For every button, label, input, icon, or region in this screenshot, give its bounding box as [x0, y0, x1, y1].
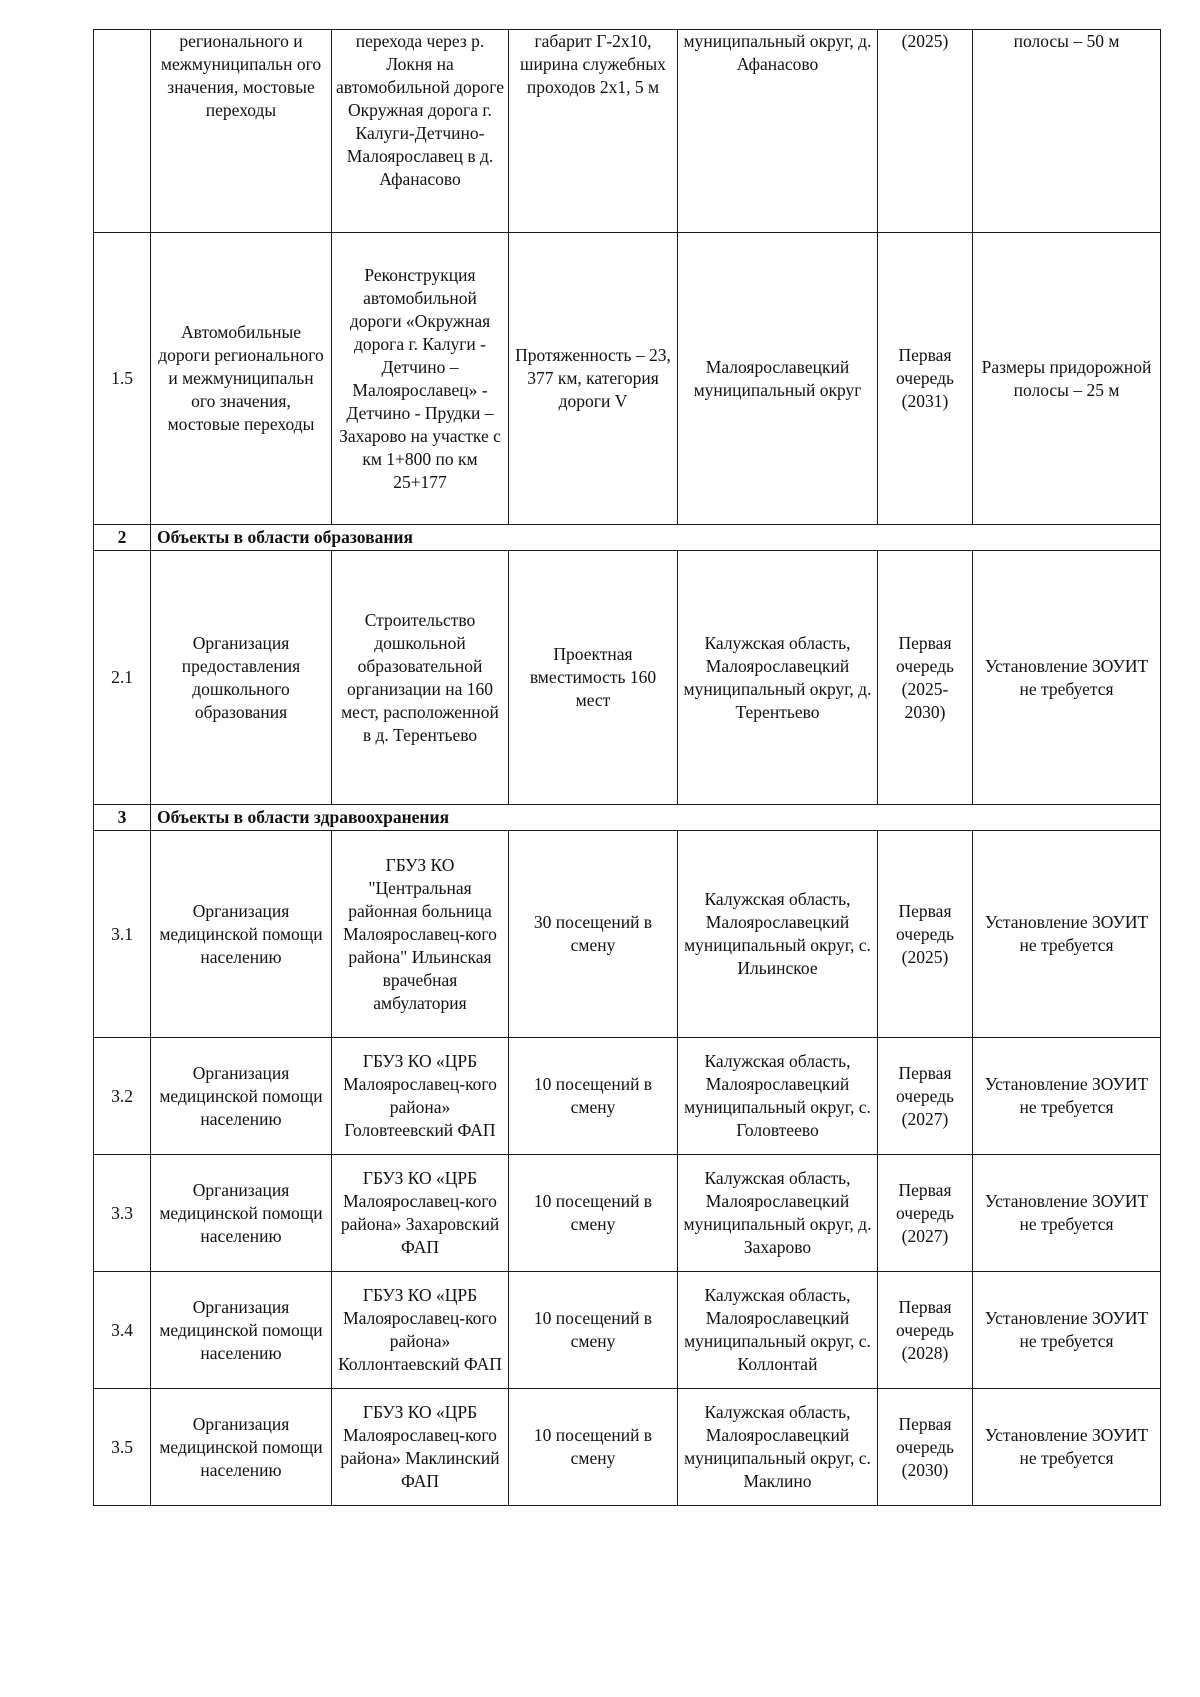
cell-term: Первая очередь (2027)	[878, 1038, 973, 1155]
cell-zone: Размеры придорожной полосы – 25 м	[973, 233, 1161, 525]
cell-num: 3.1	[94, 831, 151, 1038]
table-row-1-5	[94, 233, 1161, 525]
table-row-3-4	[94, 1272, 1161, 1389]
cell-object-name: Реконструкция автомобильной дороги «Окружная дорога г. Калуги - Детчино – Малоярославец» - Детчино - Прудки – Захарово на участке с км 1+800 по км 25+177	[332, 233, 509, 525]
cell-term: Первая очередь (2025-2030)	[878, 551, 973, 805]
cell-zone: Установление ЗОУИТ не требуется	[973, 1038, 1161, 1155]
section-title: Объекты в области образования	[151, 525, 1161, 551]
cell-object-type: Организация медицинской помощи населению	[151, 1272, 332, 1389]
cell-location: Калужская область, Малоярославецкий муниципальный округ, с. Маклино	[678, 1389, 878, 1506]
cell-num: 3.3	[94, 1155, 151, 1272]
section-title: Объекты в области здравоохранения	[151, 805, 1161, 831]
cell-zone: Установление ЗОУИТ не требуется	[973, 551, 1161, 805]
cell-characteristics: Протяженность – 23, 377 км, категория дороги V	[509, 233, 678, 525]
cell-characteristics: Проектная вместимость 160 мест	[509, 551, 678, 805]
table-row-continued	[94, 30, 1161, 233]
cell-characteristics: 10 посещений в смену	[509, 1389, 678, 1506]
cell-term: Первая очередь (2028)	[878, 1272, 973, 1389]
table-row-3-5	[94, 1389, 1161, 1506]
cell-zone: Установление ЗОУИТ не требуется	[973, 1155, 1161, 1272]
cell-num	[94, 30, 151, 233]
cell-object-name: ГБУЗ КО «ЦРБ Малоярославец-кого района» Коллонтаевский ФАП	[332, 1272, 509, 1389]
planning-table	[93, 29, 1161, 1506]
table-row-3-3	[94, 1155, 1161, 1272]
cell-location: муниципальный округ, д. Афанасово	[678, 30, 878, 233]
cell-num: 3.5	[94, 1389, 151, 1506]
section-row-2	[94, 525, 1161, 551]
cell-location: Калужская область, Малоярославецкий муниципальный округ, с. Коллонтай	[678, 1272, 878, 1389]
cell-object-type: Организация медицинской помощи населению	[151, 1155, 332, 1272]
cell-object-type: регионального и межмуниципальн ого значения, мостовые переходы	[151, 30, 332, 233]
cell-object-type: Организация медицинской помощи населению	[151, 1389, 332, 1506]
cell-object-name: ГБУЗ КО "Центральная районная больница Малоярославец-кого района" Ильинская врачебная амбулатория	[332, 831, 509, 1038]
cell-characteristics: 10 посещений в смену	[509, 1038, 678, 1155]
cell-object-type: Организация медицинской помощи населению	[151, 831, 332, 1038]
cell-zone: Установление ЗОУИТ не требуется	[973, 1389, 1161, 1506]
cell-num: 3.4	[94, 1272, 151, 1389]
section-number: 2	[94, 525, 151, 551]
table-row-2-1	[94, 551, 1161, 805]
cell-object-name: Строительство дошкольной образовательной организации на 160 мест, расположенной в д. Терентьево	[332, 551, 509, 805]
table-row-3-1	[94, 831, 1161, 1038]
cell-object-name: ГБУЗ КО «ЦРБ Малоярославец-кого района» Головтеевский ФАП	[332, 1038, 509, 1155]
cell-object-name: ГБУЗ КО «ЦРБ Малоярославец-кого района» Захаровский ФАП	[332, 1155, 509, 1272]
cell-term: Первая очередь (2030)	[878, 1389, 973, 1506]
cell-location: Калужская область, Малоярославецкий муниципальный округ, с. Ильинское	[678, 831, 878, 1038]
cell-zone: Установление ЗОУИТ не требуется	[973, 1272, 1161, 1389]
cell-term: (2025)	[878, 30, 973, 233]
cell-zone: полосы – 50 м	[973, 30, 1161, 233]
cell-location: Калужская область, Малоярославецкий муниципальный округ, с. Головтеево	[678, 1038, 878, 1155]
section-row-3	[94, 805, 1161, 831]
cell-num: 1.5	[94, 233, 151, 525]
cell-characteristics: 30 посещений в смену	[509, 831, 678, 1038]
cell-location: Калужская область, Малоярославецкий муниципальный округ, д. Захарово	[678, 1155, 878, 1272]
cell-term: Первая очередь (2031)	[878, 233, 973, 525]
cell-object-type: Автомобильные дороги регионального и межмуниципальн ого значения, мостовые переходы	[151, 233, 332, 525]
cell-num: 2.1	[94, 551, 151, 805]
cell-term: Первая очередь (2027)	[878, 1155, 973, 1272]
cell-object-type: Организация предоставления дошкольного образования	[151, 551, 332, 805]
cell-characteristics: 10 посещений в смену	[509, 1272, 678, 1389]
cell-num: 3.2	[94, 1038, 151, 1155]
cell-object-name: перехода через р. Локня на автомобильной дороге Окружная дорога г. Калуги-Детчино-Малоярославец в д. Афанасово	[332, 30, 509, 233]
cell-term: Первая очередь (2025)	[878, 831, 973, 1038]
cell-zone: Установление ЗОУИТ не требуется	[973, 831, 1161, 1038]
section-number: 3	[94, 805, 151, 831]
cell-characteristics: габарит Г-2х10, ширина служебных проходов 2х1, 5 м	[509, 30, 678, 233]
cell-object-name: ГБУЗ КО «ЦРБ Малоярославец-кого района» Маклинский ФАП	[332, 1389, 509, 1506]
cell-object-type: Организация медицинской помощи населению	[151, 1038, 332, 1155]
table-row-3-2	[94, 1038, 1161, 1155]
cell-location: Калужская область, Малоярославецкий муниципальный округ, д. Терентьево	[678, 551, 878, 805]
cell-location: Малоярославецкий муниципальный округ	[678, 233, 878, 525]
cell-characteristics: 10 посещений в смену	[509, 1155, 678, 1272]
